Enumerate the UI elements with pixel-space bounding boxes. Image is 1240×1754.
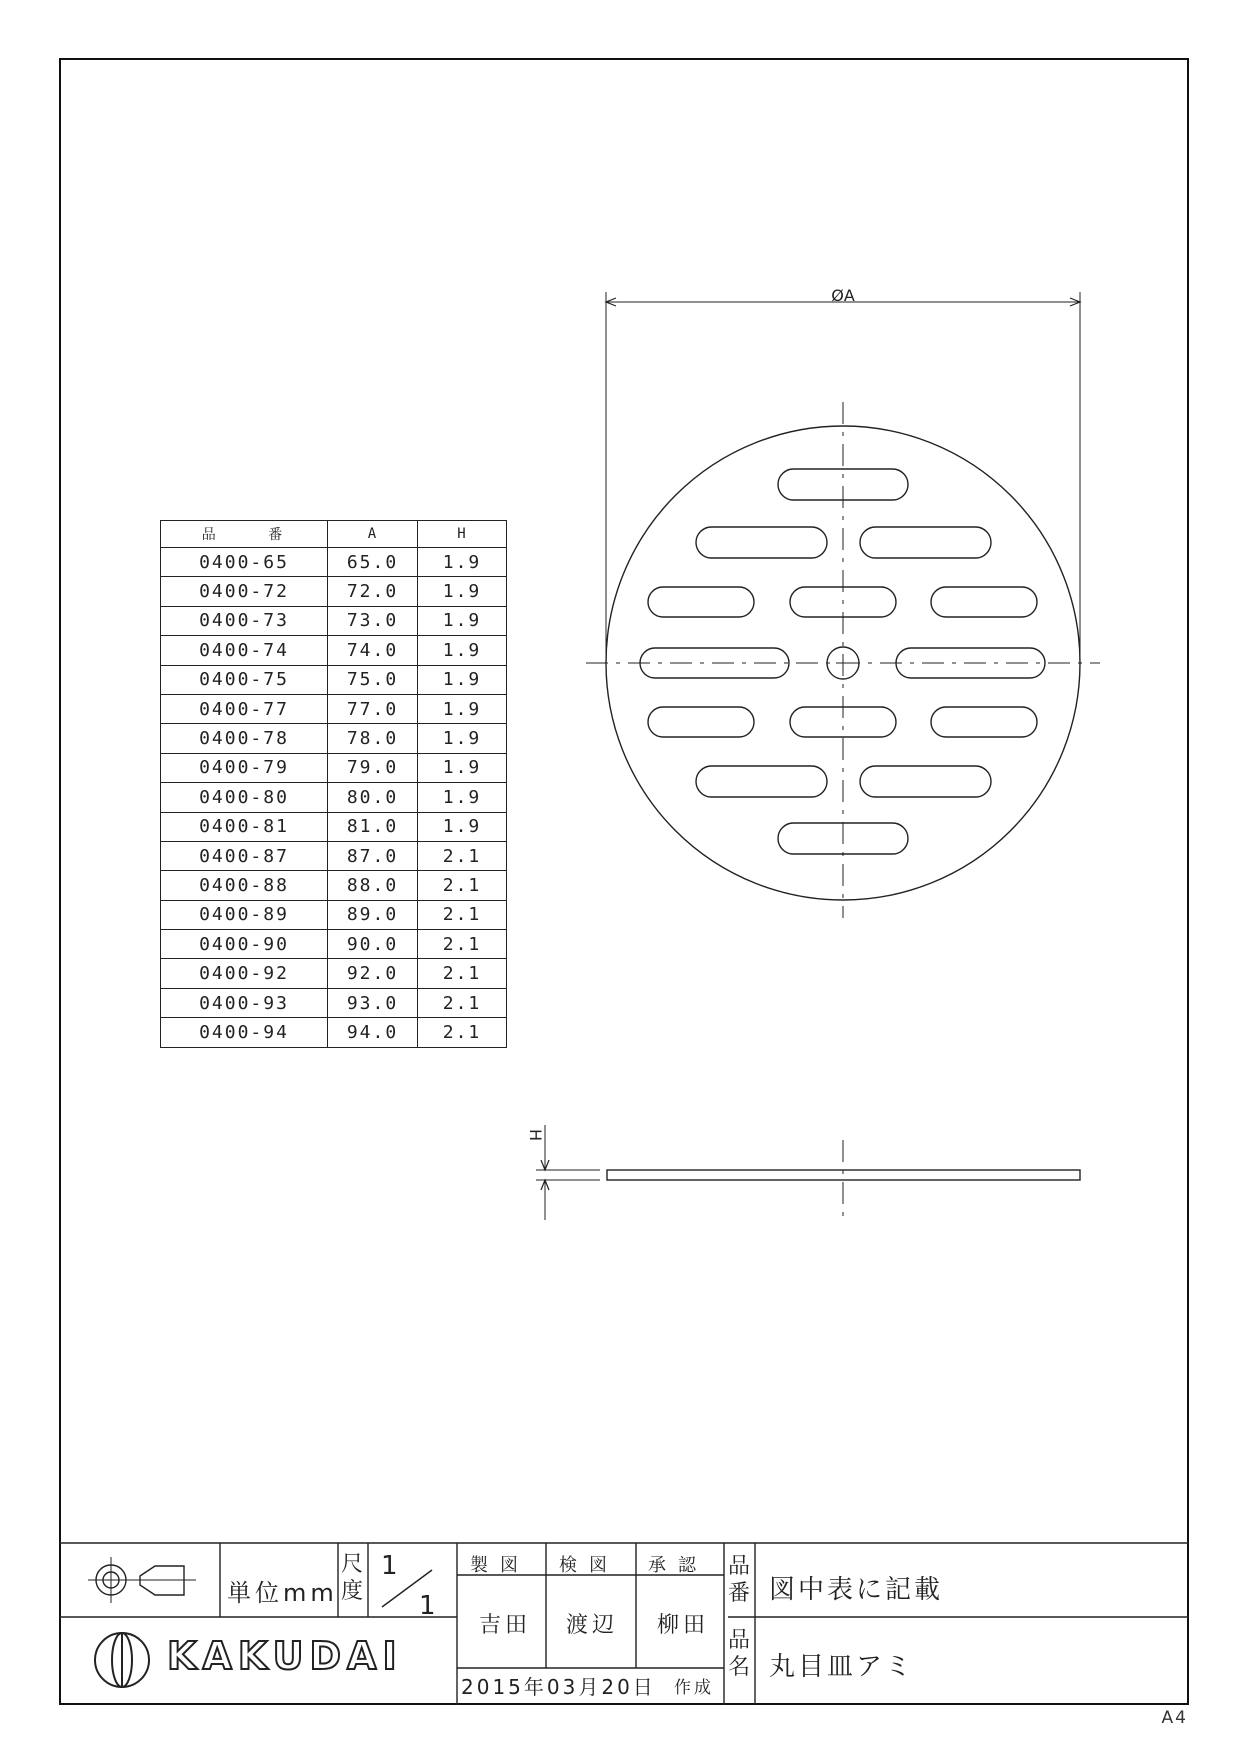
part-number-cell: 0400-77 <box>161 694 328 723</box>
part-number-cell: 0400-80 <box>161 783 328 812</box>
dimension-h-cell: 1.9 <box>418 812 507 841</box>
slot <box>696 527 827 558</box>
title-block <box>59 1543 1189 1705</box>
dimension-h-cell: 2.1 <box>418 841 507 870</box>
dimension-h-cell: 1.9 <box>418 665 507 694</box>
scale-label <box>339 1551 365 1605</box>
part-number-cell: 0400-94 <box>161 1018 328 1047</box>
dimension-a-cell: 77.0 <box>328 694 418 723</box>
thickness-label: H <box>526 1128 545 1142</box>
dimension-a-cell: 73.0 <box>328 606 418 635</box>
part-number-cell: 0400-74 <box>161 636 328 665</box>
part-number-cell: 0400-73 <box>161 606 328 635</box>
creation-label: 作成 <box>674 1678 714 1698</box>
part-number-cell: 0400-92 <box>161 959 328 988</box>
header-a: A <box>328 521 418 548</box>
company-logo-text: KAKUDAI <box>167 1634 403 1678</box>
part-name-value: 丸目皿アミ <box>769 1652 915 1682</box>
scale-numerator: 1 <box>381 1551 398 1581</box>
side-view <box>536 1125 1080 1220</box>
dimension-h-cell: 2.1 <box>418 959 507 988</box>
plan-view <box>586 292 1100 918</box>
slot <box>931 587 1037 617</box>
part-number-label <box>726 1553 752 1607</box>
header-h: H <box>418 521 507 548</box>
dimension-h-cell: 1.9 <box>418 606 507 635</box>
dimension-h-cell: 1.9 <box>418 783 507 812</box>
slot <box>931 707 1037 737</box>
name-drafted: 吉田 <box>479 1613 532 1638</box>
part-number-cell: 0400-78 <box>161 724 328 753</box>
slot <box>648 707 754 737</box>
part-number-value: 図中表に記載 <box>769 1575 944 1605</box>
dimension-h-cell: 2.1 <box>418 900 507 929</box>
scale-label-char: 尺 <box>340 1552 363 1577</box>
part-number-cell: 0400-75 <box>161 665 328 694</box>
role-drafted: 製図 <box>470 1555 530 1576</box>
part-number-cell: 0400-89 <box>161 900 328 929</box>
dimension-h-cell: 2.1 <box>418 988 507 1017</box>
role-approved: 承認 <box>648 1555 708 1576</box>
dimension-a-cell: 79.0 <box>328 753 418 782</box>
dimension-h-cell: 1.9 <box>418 636 507 665</box>
dimension-a-cell: 93.0 <box>328 988 418 1017</box>
dimension-h-cell: 1.9 <box>418 548 507 577</box>
part-number-cell: 0400-79 <box>161 753 328 782</box>
part-number-cell: 0400-88 <box>161 871 328 900</box>
slot <box>648 587 754 617</box>
sheet-size-label: A4 <box>1161 1708 1188 1728</box>
header-part-number: 品 番 <box>161 521 328 548</box>
dimension-a-cell: 81.0 <box>328 812 418 841</box>
label-char: 番 <box>727 1581 750 1606</box>
creation-date: 2015年03月20日 <box>461 1675 656 1699</box>
dimension-a-cell: 65.0 <box>328 548 418 577</box>
role-checked: 検図 <box>559 1555 619 1576</box>
dimension-a-cell: 78.0 <box>328 724 418 753</box>
dimension-a-cell: 90.0 <box>328 930 418 959</box>
dimension-a-cell: 94.0 <box>328 1018 418 1047</box>
part-number-cell: 0400-90 <box>161 930 328 959</box>
part-name-label <box>726 1627 752 1681</box>
dimension-h-cell: 1.9 <box>418 694 507 723</box>
slot <box>696 766 827 797</box>
dimension-a-cell: 72.0 <box>328 577 418 606</box>
dimension-a-cell: 75.0 <box>328 665 418 694</box>
dimension-h-cell: 2.1 <box>418 871 507 900</box>
part-number-cell: 0400-72 <box>161 577 328 606</box>
dimension-a-cell: 87.0 <box>328 841 418 870</box>
scale-denominator: 1 <box>419 1591 436 1621</box>
diameter-label: ØA <box>831 286 855 305</box>
part-number-cell: 0400-87 <box>161 841 328 870</box>
dimension-a-cell: 80.0 <box>328 783 418 812</box>
slot <box>860 766 991 797</box>
dimension-h-cell: 1.9 <box>418 753 507 782</box>
dimension-h-cell: 1.9 <box>418 577 507 606</box>
dimension-h-cell: 2.1 <box>418 930 507 959</box>
dimension-h-cell: 1.9 <box>418 724 507 753</box>
dimension-a-cell: 74.0 <box>328 636 418 665</box>
part-number-cell: 0400-65 <box>161 548 328 577</box>
label-char: 品 <box>727 1628 750 1653</box>
label-char: 名 <box>727 1655 750 1680</box>
slot <box>860 527 991 558</box>
scale-label-char: 度 <box>340 1579 363 1604</box>
dimension-a-cell: 89.0 <box>328 900 418 929</box>
name-approved: 柳田 <box>657 1613 710 1638</box>
part-number-cell: 0400-81 <box>161 812 328 841</box>
name-checked: 渡辺 <box>566 1613 619 1638</box>
dimension-a-cell: 88.0 <box>328 871 418 900</box>
label-char: 品 <box>727 1554 750 1579</box>
dimension-a-cell: 92.0 <box>328 959 418 988</box>
part-number-cell: 0400-93 <box>161 988 328 1017</box>
unit-label: 単位mm <box>227 1579 338 1607</box>
dimension-h-cell: 2.1 <box>418 1018 507 1047</box>
